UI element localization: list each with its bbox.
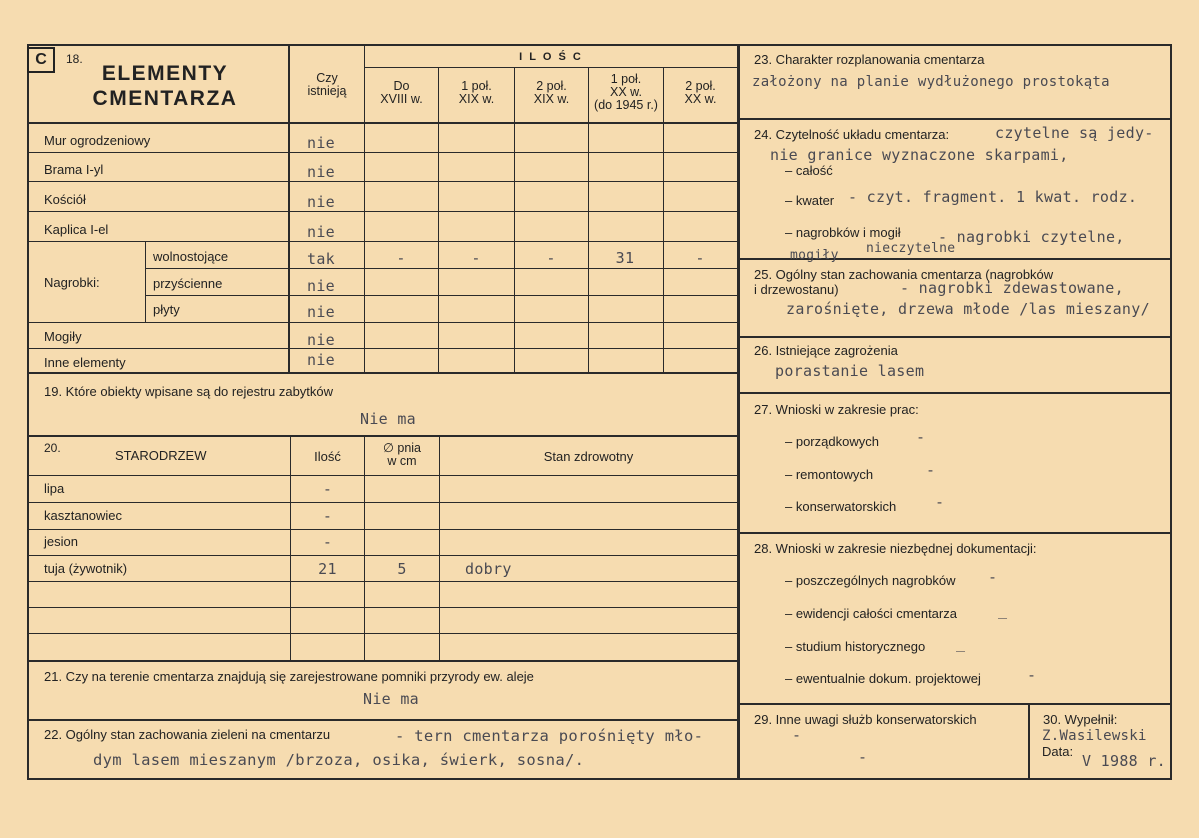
rule — [27, 502, 737, 503]
s25-label-line2: i drzewostanu) — [754, 282, 839, 297]
rule — [739, 336, 1172, 338]
tree-name: tuja (żywotnik) — [44, 561, 128, 576]
rule — [145, 268, 737, 269]
element-row-exists: nie — [307, 163, 335, 181]
s24-kwater-value: - czyt. fragment. 1 kwat. rodz. — [848, 188, 1138, 206]
rule — [27, 581, 737, 582]
period-header-1: Do XVIII w. — [380, 79, 423, 106]
work-item-value: - — [916, 428, 926, 446]
border-right — [1170, 44, 1172, 780]
s24-value-line2: nie granice wyznaczone skarpami, — [770, 146, 1069, 164]
s30-label: 30. Wypełnił: — [1043, 712, 1118, 727]
s29-value1: - — [792, 726, 802, 744]
s22-value-line2: dym lasem mieszanym /brzoza, osika, świerk, sosna/. — [93, 751, 585, 769]
element-row-label: Mur ogrodzeniowy — [44, 133, 151, 148]
nagrobki-quantity: 31 — [615, 249, 635, 267]
rule — [514, 67, 515, 373]
rule — [739, 118, 1172, 120]
element-row-label: Mogiły — [44, 329, 82, 344]
s20-col-health: Stan zdrowotny — [543, 449, 634, 464]
s24-sub-nagrobkow: – nagrobków i mogił — [785, 225, 901, 240]
rule — [439, 435, 440, 661]
rule — [288, 44, 290, 373]
period-header-3: 2 poł. XIX w. — [533, 79, 570, 106]
s22-value-line1: - tern cmentarza porośnięty mło- — [395, 727, 704, 745]
nagrobki-quantity: - — [471, 249, 481, 267]
doc-item-label: – poszczególnych nagrobków — [785, 573, 956, 588]
border-bottom — [27, 778, 1172, 780]
rule — [739, 703, 1172, 705]
rule — [27, 529, 737, 530]
tree-name: jesion — [44, 534, 78, 549]
nagrobki-sub-label: płyty — [153, 302, 180, 317]
s24-sub-kwater: – kwater — [785, 193, 835, 208]
rule — [145, 241, 146, 322]
work-item-value: - — [926, 461, 936, 479]
s25-value-line1: - nagrobki zdewastowane, — [900, 279, 1124, 297]
tree-name: kasztanowiec — [44, 508, 123, 523]
rule — [364, 67, 737, 68]
doc-item-value: - — [988, 568, 998, 586]
s24-nagrobkow-value2: mogiły — [790, 248, 839, 263]
element-row-label: Inne elementy — [44, 355, 126, 370]
element-row-label: Brama I-yl — [44, 162, 104, 177]
tree-name: lipa — [44, 481, 65, 496]
s19-value: Nie ma — [360, 410, 416, 428]
period-header-5: 2 poł. XX w. — [684, 79, 717, 106]
element-row-exists: nie — [307, 193, 335, 211]
s29-value2: - — [858, 748, 868, 766]
nagrobki-exists: tak — [307, 250, 335, 268]
quantity-header: I L O Ś C — [519, 51, 583, 63]
tree-qty: 21 — [318, 560, 337, 578]
rule — [364, 435, 365, 661]
s27-label: 27. Wnioski w zakresie prac: — [754, 402, 919, 417]
s20-title: STARODRZEW — [115, 448, 207, 463]
s23-label: 23. Charakter rozplanowania cmentarza — [754, 52, 985, 67]
tree-diam: 5 — [397, 560, 407, 578]
s20-col-qty: Ilość — [314, 449, 341, 464]
s30-date-label: Data: — [1042, 744, 1074, 759]
element-row-exists: nie — [307, 223, 335, 241]
exists-header: Czy istnieją — [307, 71, 347, 98]
rule — [663, 67, 664, 373]
rule — [27, 719, 737, 721]
rule — [27, 555, 737, 556]
s24-label: 24. Czytelność układu cmentarza: — [754, 127, 950, 142]
work-item-value: - — [935, 493, 945, 511]
s26-value: porastanie lasem — [775, 362, 925, 380]
nagrobki-sub-label: wolnostojące — [153, 249, 229, 264]
rule — [27, 372, 737, 374]
s26-label: 26. Istniejące zagrożenia — [754, 343, 898, 358]
tree-qty: - — [322, 533, 333, 551]
rule — [27, 633, 737, 634]
rule — [27, 348, 737, 349]
panel-divider — [737, 44, 740, 780]
s20-col-diam: ∅ pnia w cm — [383, 441, 421, 468]
nagrobki-label: Nagrobki: — [44, 275, 100, 290]
s22-label: 22. Ogólny stan zachowania zieleni na cmentarzu — [44, 727, 331, 742]
period-header-4: 1 poł. XX w. (do 1945 r.) — [594, 72, 658, 112]
nagrobki-quantity: - — [695, 249, 705, 267]
s30-name: Z.Wasilewski — [1042, 728, 1147, 744]
doc-item-label: – ewentualnie dokum. projektowej — [785, 671, 981, 686]
s23-value: założony na planie wydłużonego prostokąta — [752, 74, 1110, 90]
rule — [145, 295, 737, 296]
s30-date: V 1988 r. — [1082, 752, 1166, 770]
s24-sub-calosc: – całość — [785, 163, 833, 178]
section-letter: C — [27, 47, 55, 73]
rule — [27, 211, 737, 212]
rule — [588, 67, 589, 373]
tree-qty: - — [322, 507, 333, 525]
rule — [27, 322, 737, 323]
rule — [27, 607, 737, 608]
element-row-label: Kościół — [44, 192, 86, 207]
tree-qty: - — [322, 480, 333, 498]
doc-item-label: – ewidencji całości cmentarza — [785, 606, 957, 621]
period-header-2: 1 poł. XIX w. — [458, 79, 495, 106]
work-item-label: – konserwatorskich — [785, 499, 897, 514]
nagrobki-exists: nie — [307, 303, 335, 321]
nagrobki-quantity: - — [546, 249, 556, 267]
element-row-label: Kaplica I-el — [44, 222, 109, 237]
s18-title-line2: CMENTARZA — [92, 87, 238, 110]
nagrobki-sub-label: przyścienne — [153, 276, 223, 291]
rule — [739, 392, 1172, 394]
s18-title-line1: ELEMENTY — [101, 62, 229, 85]
rule — [27, 152, 737, 153]
rule — [27, 181, 737, 182]
border-left — [27, 44, 29, 780]
s28-label: 28. Wnioski w zakresie niezbędnej dokumentacji: — [754, 541, 1037, 556]
s29-label: 29. Inne uwagi służb konserwatorskich — [754, 712, 977, 727]
tree-health: dobry — [465, 560, 512, 578]
nagrobki-exists: nie — [307, 277, 335, 295]
s24-value-line1: czytelne są jedy- — [995, 124, 1154, 142]
doc-item-value: _ — [956, 634, 966, 652]
rule — [27, 475, 737, 476]
work-item-label: – remontowych — [785, 467, 874, 482]
s25-value-line2: zarośnięte, drzewa młode /las mieszany/ — [786, 300, 1150, 318]
nagrobki-quantity: - — [396, 249, 406, 267]
rule — [27, 122, 737, 124]
rule — [27, 435, 737, 437]
s21-label: 21. Czy na terenie cmentarza znajdują się zarejestrowane pomniki przyrody ew. aleje — [44, 669, 534, 684]
rule — [438, 67, 439, 373]
work-item-label: – porządkowych — [785, 434, 879, 449]
element-row-exists: nie — [307, 134, 335, 152]
rule — [1028, 703, 1030, 779]
element-row-exists: nie — [307, 331, 335, 349]
rule — [27, 241, 737, 242]
border-top — [27, 44, 1172, 46]
s24-nagrobkow-value3: nieczytelne — [866, 241, 956, 256]
doc-item-value: - — [1027, 666, 1037, 684]
rule — [739, 532, 1172, 534]
s25-label-line1: 25. Ogólny stan zachowania cmentarza (nagrobków — [754, 267, 1054, 282]
s20-number: 20. — [44, 441, 61, 455]
s24-nagrobkow-value: - nagrobki czytelne, — [938, 228, 1125, 246]
element-row-exists: nie — [307, 351, 335, 369]
doc-item-value: _ — [998, 601, 1008, 619]
s21-value: Nie ma — [363, 690, 419, 708]
rule — [27, 660, 737, 662]
doc-item-label: – studium historycznego — [785, 639, 926, 654]
s18-number: 18. — [66, 52, 83, 66]
s19-label: 19. Które obiekty wpisane są do rejestru zabytków — [44, 384, 334, 399]
